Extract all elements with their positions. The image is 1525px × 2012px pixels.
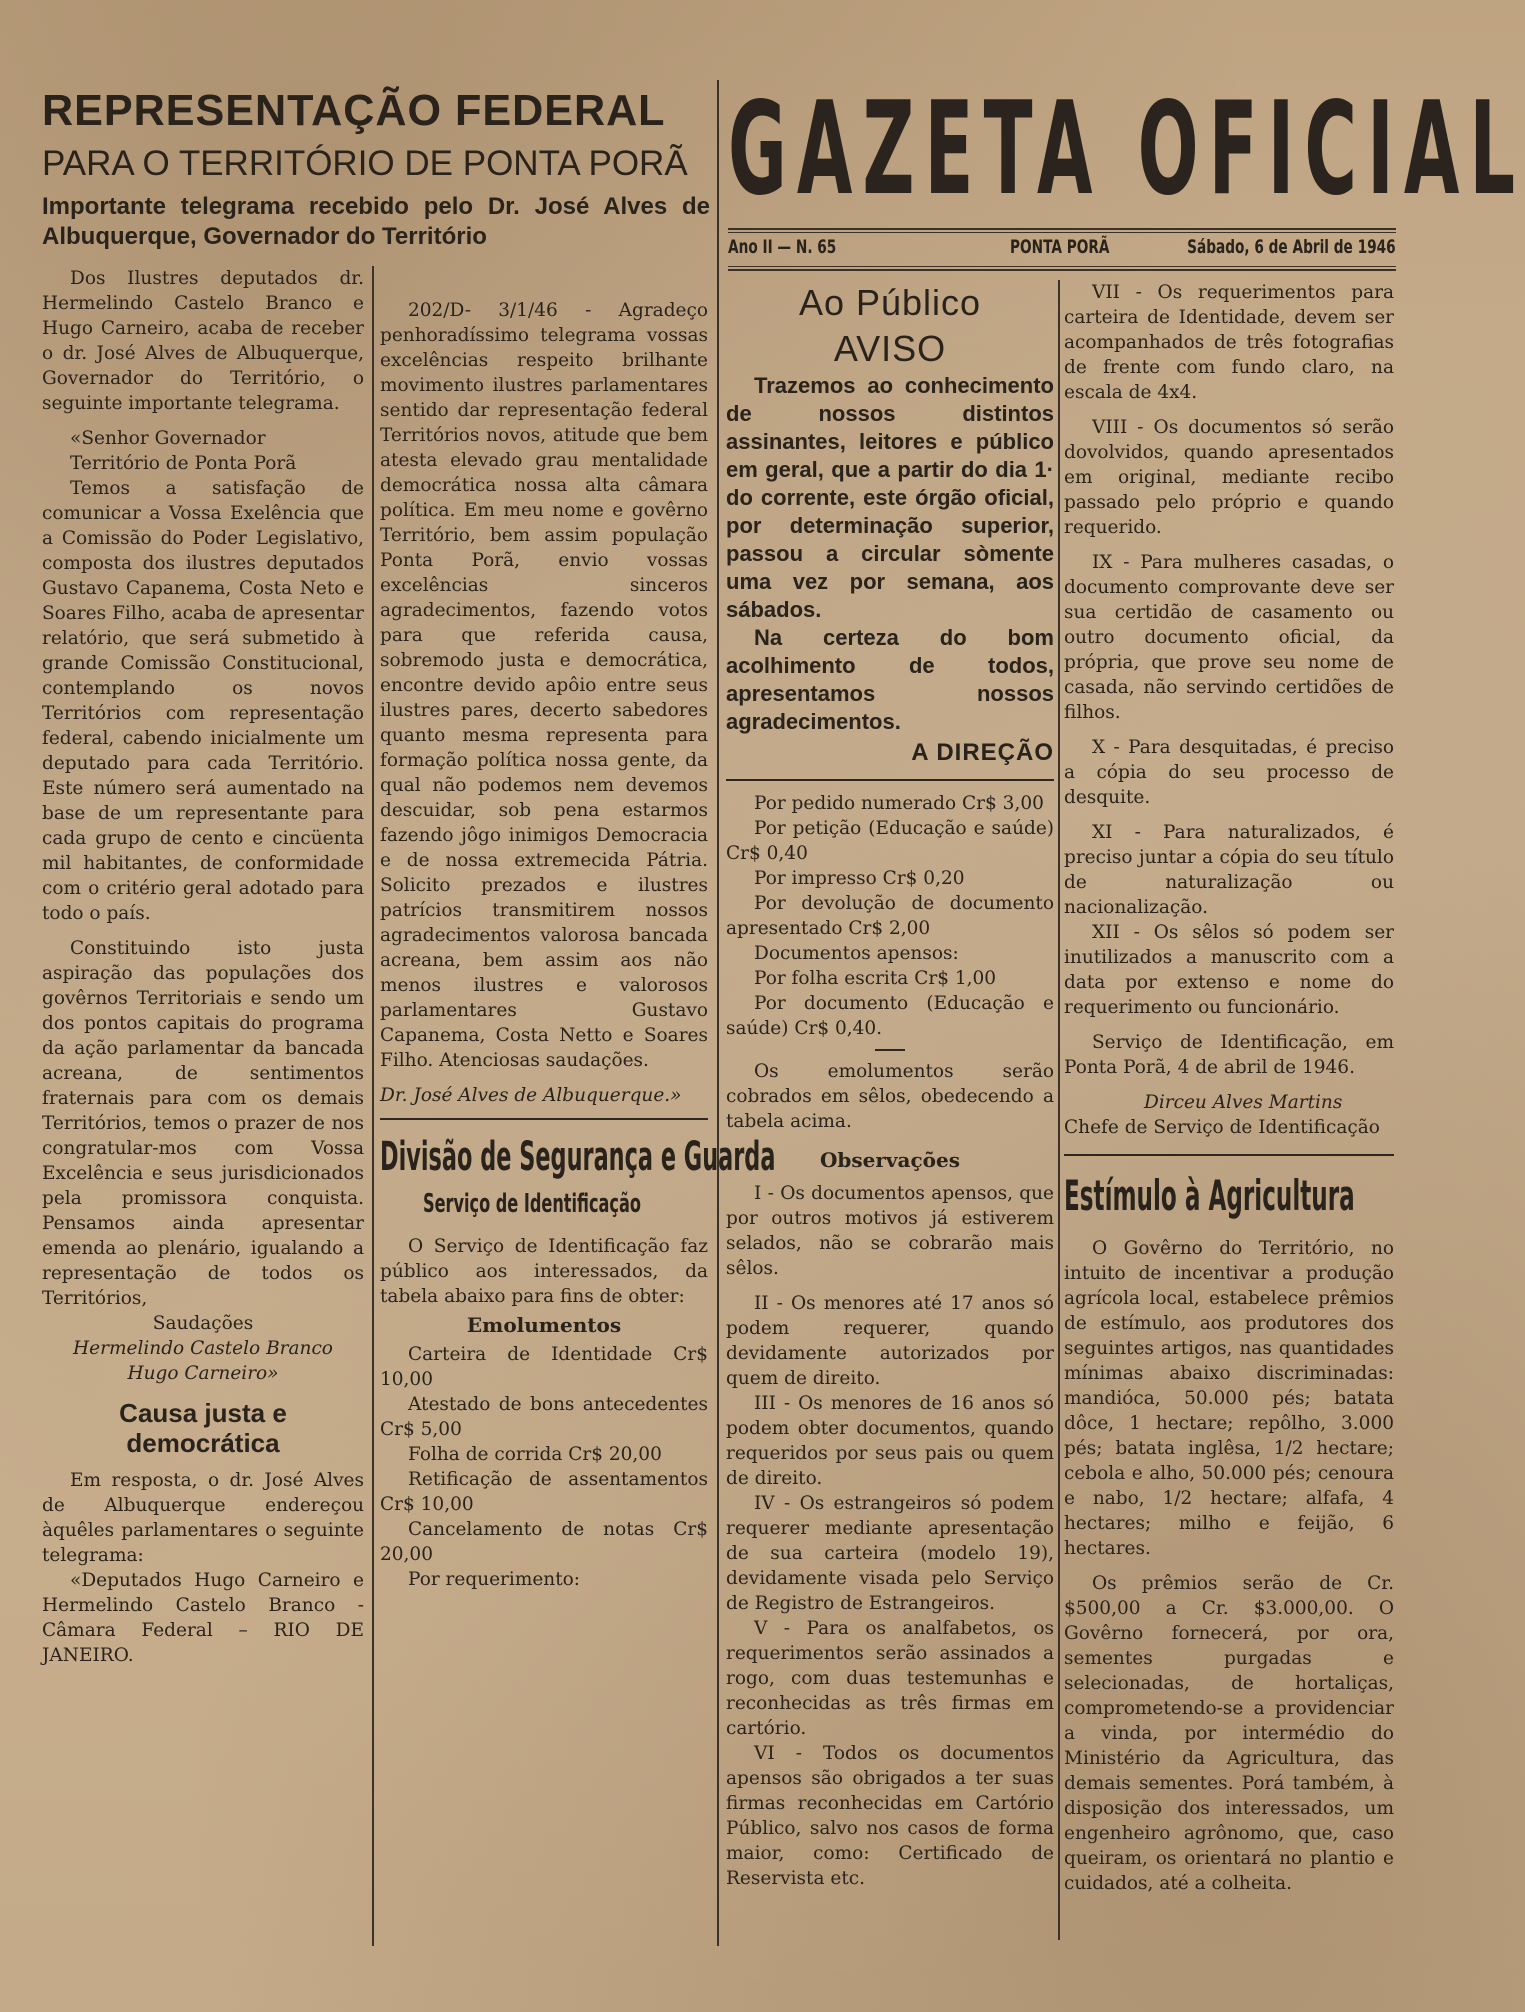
column-divider [717,80,719,1946]
signer-title: Chefe de Serviço de Identificação [1064,1117,1380,1138]
article-paragraph: Em resposta, o dr. José Alves de Albuquerque endereçou àquêles parlamentares o seguinte telegrama: [42,1470,364,1566]
notice-paragraph: Na certeza do bom acolhimento de todos, apresentamos nossos agradecimentos. [726,625,1054,734]
notice-title-line1: Ao Público [798,282,982,323]
fee-item: Por pedido numerado Cr$ 3,00 [754,793,1044,814]
masthead-rule-top-thin [728,232,1396,233]
lead-subheadline: PARA O TERRITÓRIO DE PONTA PORÃ [42,144,688,183]
agriculture-title: Estímulo à Agricultura [1064,1171,1355,1220]
observation-item: VI - Todos os documentos apensos são obrigados a ter suas firmas reconhecidas em Cartório Público, salvo nos casos de forma maior, como: Certificado de Reservista etc. [726,1743,1054,1889]
observation-item: VII - Os requerimentos para carteira de Identidade, devem ser acompanhados de três fotografias de frente com fundo claro, na escala de 4x4. [1064,282,1394,403]
telegram-signature: Hermelindo Castelo Branco [73,1338,333,1359]
section-divider [1064,1154,1394,1156]
agriculture-paragraph: Os prêmios serão de Cr. $500,00 a Cr. $3.000,00. O Govêrno fornecerá, por ora, sementes purgadas e selecionadas, de hortaliças, comprometendo-se a providenciar a vinda, por intermédio do Ministério da Agricultura, das demais sementes. Porá também, à disposição dos interessados, um engenheiro agrônomo, que, caso queiram, os orientará no plantio e cuidados, até a colheita. [1064,1573,1394,1894]
notice-paragraph: Trazemos ao conhecimento de nossos distintos assinantes, leitores e público em geral, que a partir do dia 1· do corrente, este órgão oficial, por determinação superior, passou a circular sòmente uma vez por semana, aos sábados. [726,373,1054,622]
fee-item: Por petição (Educação e saúde) Cr$ 0,40 [726,818,1054,864]
issue-number: Ano II — N. 65 [728,236,837,258]
fee-item: Atestado de bons antecedentes Cr$ 5,00 [380,1394,708,1440]
fee-item: Carteira de Identidade Cr$ 10,00 [380,1344,708,1390]
section-divider [380,1118,708,1120]
notice-title-line2: AVISO [833,328,947,369]
telegram-addressee: Território de Ponta Porã [70,453,297,474]
fees-note: Os emolumentos serão cobrados em sêlos, obedecendo a tabela acima. [726,1061,1054,1132]
observation-item: I - Os documentos apensos, que por outros motivos já estiverem selados, não se cobrarão mais sêlos. [726,1183,1054,1279]
observation-item: V - Para os analfabetos, os requerimentos serão assinados a rogo, com duas testemunhas e reconhecidas as três firmas em cartório. [726,1618,1054,1739]
fee-item: Por documento (Educação e saúde) Cr$ 0,40. [726,993,1054,1039]
article-paragraph: Dos Ilustres deputados dr. Hermelindo Castelo Branco e Hugo Carneiro, acaba de receber o dr. José Alves de Albuquerque, Governador do Território, o seguinte importante telegrama. [42,268,364,414]
id-service-subtitle: Serviço de Identificação [423,1189,642,1219]
section-divider [726,779,1054,781]
observation-item: III - Os menores de 16 anos só podem obter documentos, quando requeridos por seus pais ou quem de direito. [726,1393,1054,1489]
column-4 [1064,280,1394,1896]
fee-item: Por devolução de documento apresentado Cr$ 2,00 [726,893,1054,939]
publication-place: PONTA PORÃ [1010,236,1110,258]
signer-name: Dirceu Alves Martins [1144,1092,1343,1113]
fee-item: Por requerimento: [408,1569,581,1590]
publication-date: Sábado, 6 de Abril de 1946 [1187,236,1396,258]
telegram-closing: Saudações [152,1313,254,1334]
observation-item: II - Os menores até 17 anos só podem requerer, quando devidamente autorizados por quem de direito. [726,1293,1054,1389]
agriculture-heading-wrap [1064,1166,1394,1226]
service-intro: O Serviço de Identificação faz público aos interessados, da tabela abaixo para fins de obter: [380,1236,708,1307]
observation-item: XI - Para naturalizados, é preciso juntar a cópia do seu título de naturalização ou nacionalização. [1064,822,1394,918]
masthead-rule-bottom [728,269,1396,271]
article-paragraph: 202/D- 3/1/46 - Agradeço penhoradíssimo telegrama vossas excelências respeito brilhante movimento ilustres parlamentares sentido dar representação federal Territórios novos, atitude que bem atesta elevado grau mentalidade democrática nossa alta câmara política. Em meu nome e govêrno Território, bem assim população Ponta Porã, envio vossas excelências sinceros agradecimentos, fazendo votos para que referida causa, sobremodo justa e democrática, encontre devido apôio entre seus ilustres pares, decerto sabedores quanto mesma representa para formação política nossa gente, da qual não podemos nem devemos descuidar, sob pena estarmos fazendo jôgo inimigos Democracia e de nossa extremecida Pátria. Solicito prezados e ilustres patrícios transmitirem nossos agradecimentos valorosa bancada acreana, bem assim aos não menos ilustres e valorosos parlamentares Gustavo Capanema, Costa Netto e Soares Filho. Atenciosas saudações. [380,300,708,1071]
column-2 [380,266,776,1592]
fee-item: Folha de corrida Cr$ 20,00 [408,1444,662,1465]
fee-item: Documentos apensos: [754,943,959,964]
lead-headline: REPRESENTAÇÃO FEDERAL [42,86,666,135]
section-heading: Causa justa e democrática [119,1398,287,1458]
fee-item: Por impresso Cr$ 0,20 [754,868,965,889]
agriculture-paragraph: O Govêrno do Território, no intuito de incentivar a produção agrícola local, estabelece prêmios de estímulo, aos produtores dos seguintes artigos, nas quantidades mínimas abaixo discriminadas: mandióca, 50.000 pés; batata dôce, 1 hectare; repôlho, 3.000 pés; batata inglêsa, 1/2 hectare; cebola e alho, 50.000 pés; cenoura e nabo, 1/2 hectare; alfafa, 4 hectares; milho e feijão, 6 hectares. [1064,1238,1394,1559]
notice-body [726,372,1054,736]
observation-item: XII - Os sêlos só podem ser inutilizados a manuscrito com a data por extenso e nome do requerimento ou funcionário. [1064,922,1394,1018]
security-division-heading-wrap [380,1130,776,1184]
column-3 [726,280,1054,1891]
column-divider [372,266,374,1946]
id-service-heading-wrap [380,1184,708,1224]
fee-item: Cancelamento de notas Cr$ 20,00 [380,1519,708,1565]
lead-lede: Importante telegrama recebido pelo Dr. José Alves de Albuquerque, Governador do Território [42,193,710,250]
place-and-date: Serviço de Identificação, em Ponta Porã, 4 de abril de 1946. [1064,1032,1394,1078]
masthead-rule-top [728,228,1396,230]
telegram-signature: Hugo Carneiro» [127,1363,279,1384]
observations-heading: Observações [819,1148,960,1172]
article-paragraph: Temos a satisfação de comunicar a Vossa Exelência que a Comissão do Poder Legislativo, composta dos ilustres deputados Gustavo Capanema, Costa Neto e Soares Filho, acaba de apresentar relatório, que será submetido à grande Comissão Constitucional, contemplando os novos Territórios com representação federal, cabendo inicialmente um deputado para cada Território. Este número será aumentado na base de um representante para cada grupo de cento e cincüenta mil habitantes, de conformidade com o critério geral adotado para todo o país. [42,478,364,924]
observation-item: IX - Para mulheres casadas, o documento comprovante deve ser sua certidão de casamento ou outro documento oficial, da própria, que prove seu nome de casada, não servindo certidões de filhos. [1064,552,1394,723]
fees-heading: Emolumentos [466,1313,622,1337]
masthead-info-bar [728,236,1396,264]
article-paragraph: «Deputados Hugo Carneiro e Hermelindo Castelo Branco - Câmara Federal – RIO DE JANEIRO. [42,1570,364,1666]
short-divider [875,1049,905,1051]
fee-item: Por folha escrita Cr$ 1,00 [754,968,997,989]
column-1 [42,266,364,1668]
response-signature: Dr. José Alves de Albuquerque.» [380,1085,682,1106]
observation-item: VIII - Os documentos só serão dovolvidos, quando apresentados em original, mediante recibo passado pelo próprio e quando requerido. [1064,417,1394,538]
masthead-rule-bottom-thin [728,266,1396,267]
column-divider [1058,280,1060,1940]
notice-title [726,280,1054,372]
security-division-title: Divisão de Segurança e Guarda [380,1134,776,1180]
telegram-salutation: «Senhor Governador [70,428,266,449]
observation-item: X - Para desquitadas, é preciso a cópia do seu processo de desquite. [1064,737,1394,808]
notice-signature: A DIREÇÃO [911,739,1054,766]
observation-item: IV - Os estrangeiros só podem requerer mediante apresentação de sua carteira (modelo 19), devidamente visada pelo Serviço de Registro de Estrangeiros. [726,1493,1054,1614]
article-paragraph: Constituindo isto justa aspiração das populações dos govêrnos Territoriais e sendo um dos pontos capitais do programa da ação parlamentar da bancada acreana, de sentimentos fraternais para com os demais Territórios, temos o prazer de nos congratular-mos com Vossa Excelência e seus jurisdicionados pela promissora conquista. Pensamos ainda apresentar emenda ao plenário, igualando a representação de todos os Territórios, [42,938,364,1309]
fee-item: Retificação de assentamentos Cr$ 10,00 [380,1469,708,1515]
masthead-title: GAZETA OFICIAL [728,75,1525,224]
